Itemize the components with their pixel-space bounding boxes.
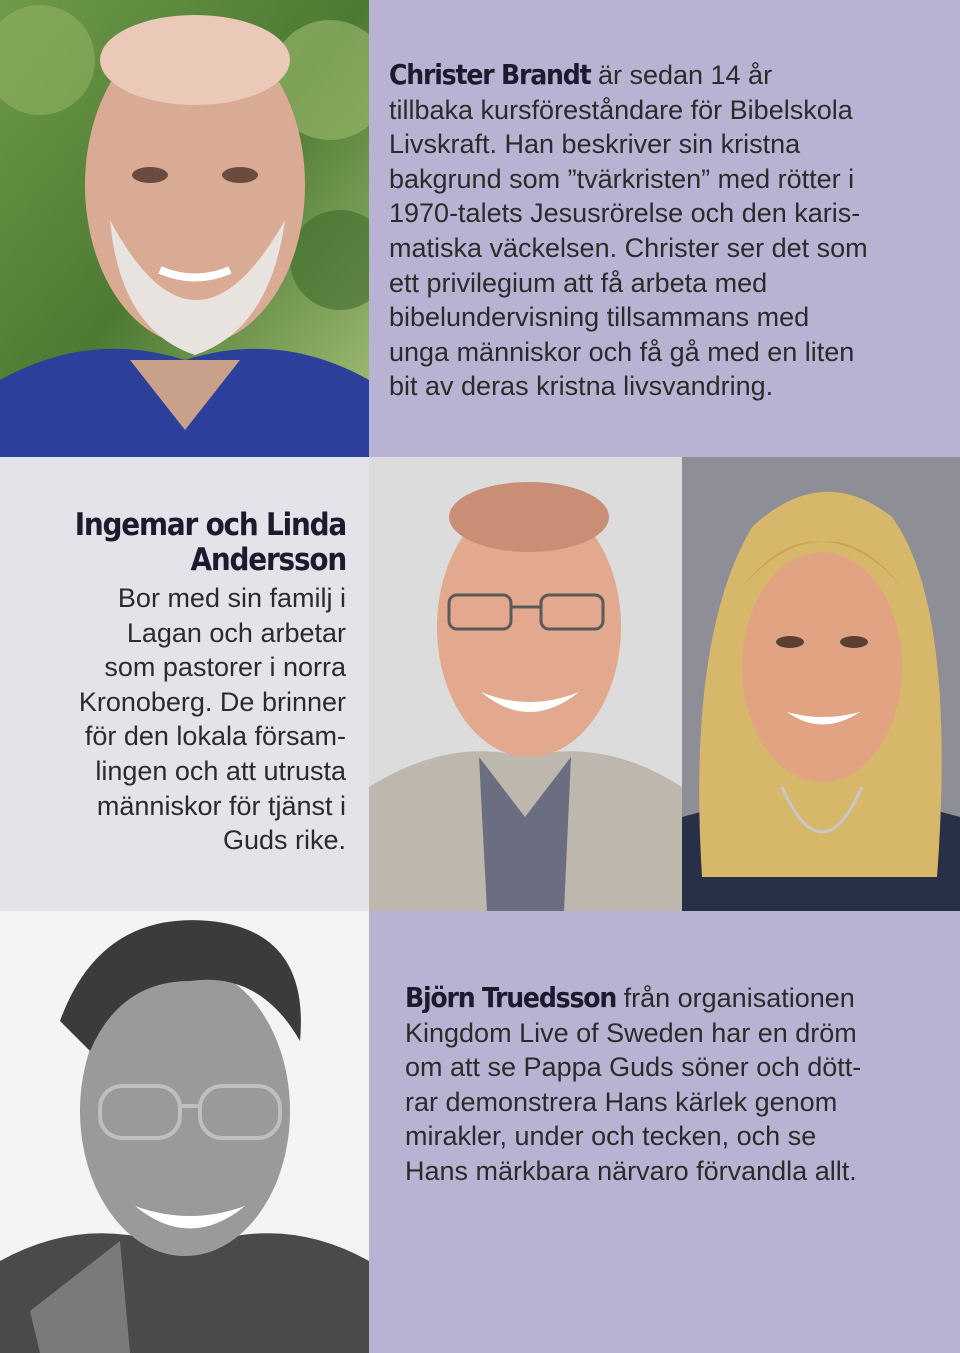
text-line: 1970-talets Jesusrörelse och den karis-	[389, 198, 861, 229]
text-line: från organisationen	[616, 983, 855, 1013]
bjorn-truedsson-photo	[0, 911, 369, 1353]
linda-andersson-photo	[682, 457, 960, 911]
text-line: Kronoberg. De brinner	[78, 686, 346, 717]
text-line: bit av deras kristna livsvandring.	[389, 371, 774, 402]
ingemar-andersson-photo	[369, 457, 682, 911]
name-line: Ingemar och Linda	[74, 507, 346, 543]
text-line: Guds rike.	[222, 825, 346, 856]
name-line: Andersson	[190, 542, 346, 578]
text-line: matiska väckelsen. Christer ser det som	[389, 232, 868, 263]
bjorn-name: Björn Truedsson	[405, 981, 617, 1014]
ingemar-linda-description	[16, 581, 346, 858]
bjorn-description	[405, 981, 945, 1189]
text-line: rar demonstrera Hans kärlek genom	[405, 1086, 838, 1117]
text-line: ett privilegium att få arbeta med	[389, 267, 768, 298]
text-line: mirakler, under och tecken, och se	[405, 1121, 817, 1152]
text-line: bakgrund som ”tvärkristen” med rötter i	[389, 163, 855, 194]
text-line: för den lokala försam-	[84, 721, 346, 752]
text-line: människor för tjänst i	[96, 790, 346, 821]
christer-description	[389, 58, 944, 404]
text-line: Kingdom Live of Sweden har en dröm	[405, 1017, 857, 1048]
text-line: Bor med sin familj i	[117, 583, 346, 613]
christer-brandt-photo	[0, 0, 369, 457]
text-line: som pastorer i norra	[104, 652, 346, 683]
text-line: om att se Pappa Guds söner och dött-	[405, 1052, 862, 1083]
text-line: bibelundervisning tillsammans med	[389, 302, 810, 333]
christer-name: Christer Brandt	[389, 58, 591, 91]
text-line: Lagan och arbetar	[126, 617, 346, 648]
ingemar-linda-panel	[0, 457, 369, 911]
text-line: unga människor och få gå med en liten	[389, 336, 855, 367]
ingemar-linda-name	[16, 508, 346, 578]
text-line: Hans märkbara närvaro förvandla allt.	[405, 1155, 857, 1186]
text-line: är sedan 14 år	[590, 60, 773, 90]
text-line: tillbaka kursföreståndare för Bibelskola	[389, 94, 853, 125]
text-line: lingen och att utrusta	[95, 755, 346, 786]
text-line: Livskraft. Han beskriver sin kristna	[389, 129, 801, 160]
